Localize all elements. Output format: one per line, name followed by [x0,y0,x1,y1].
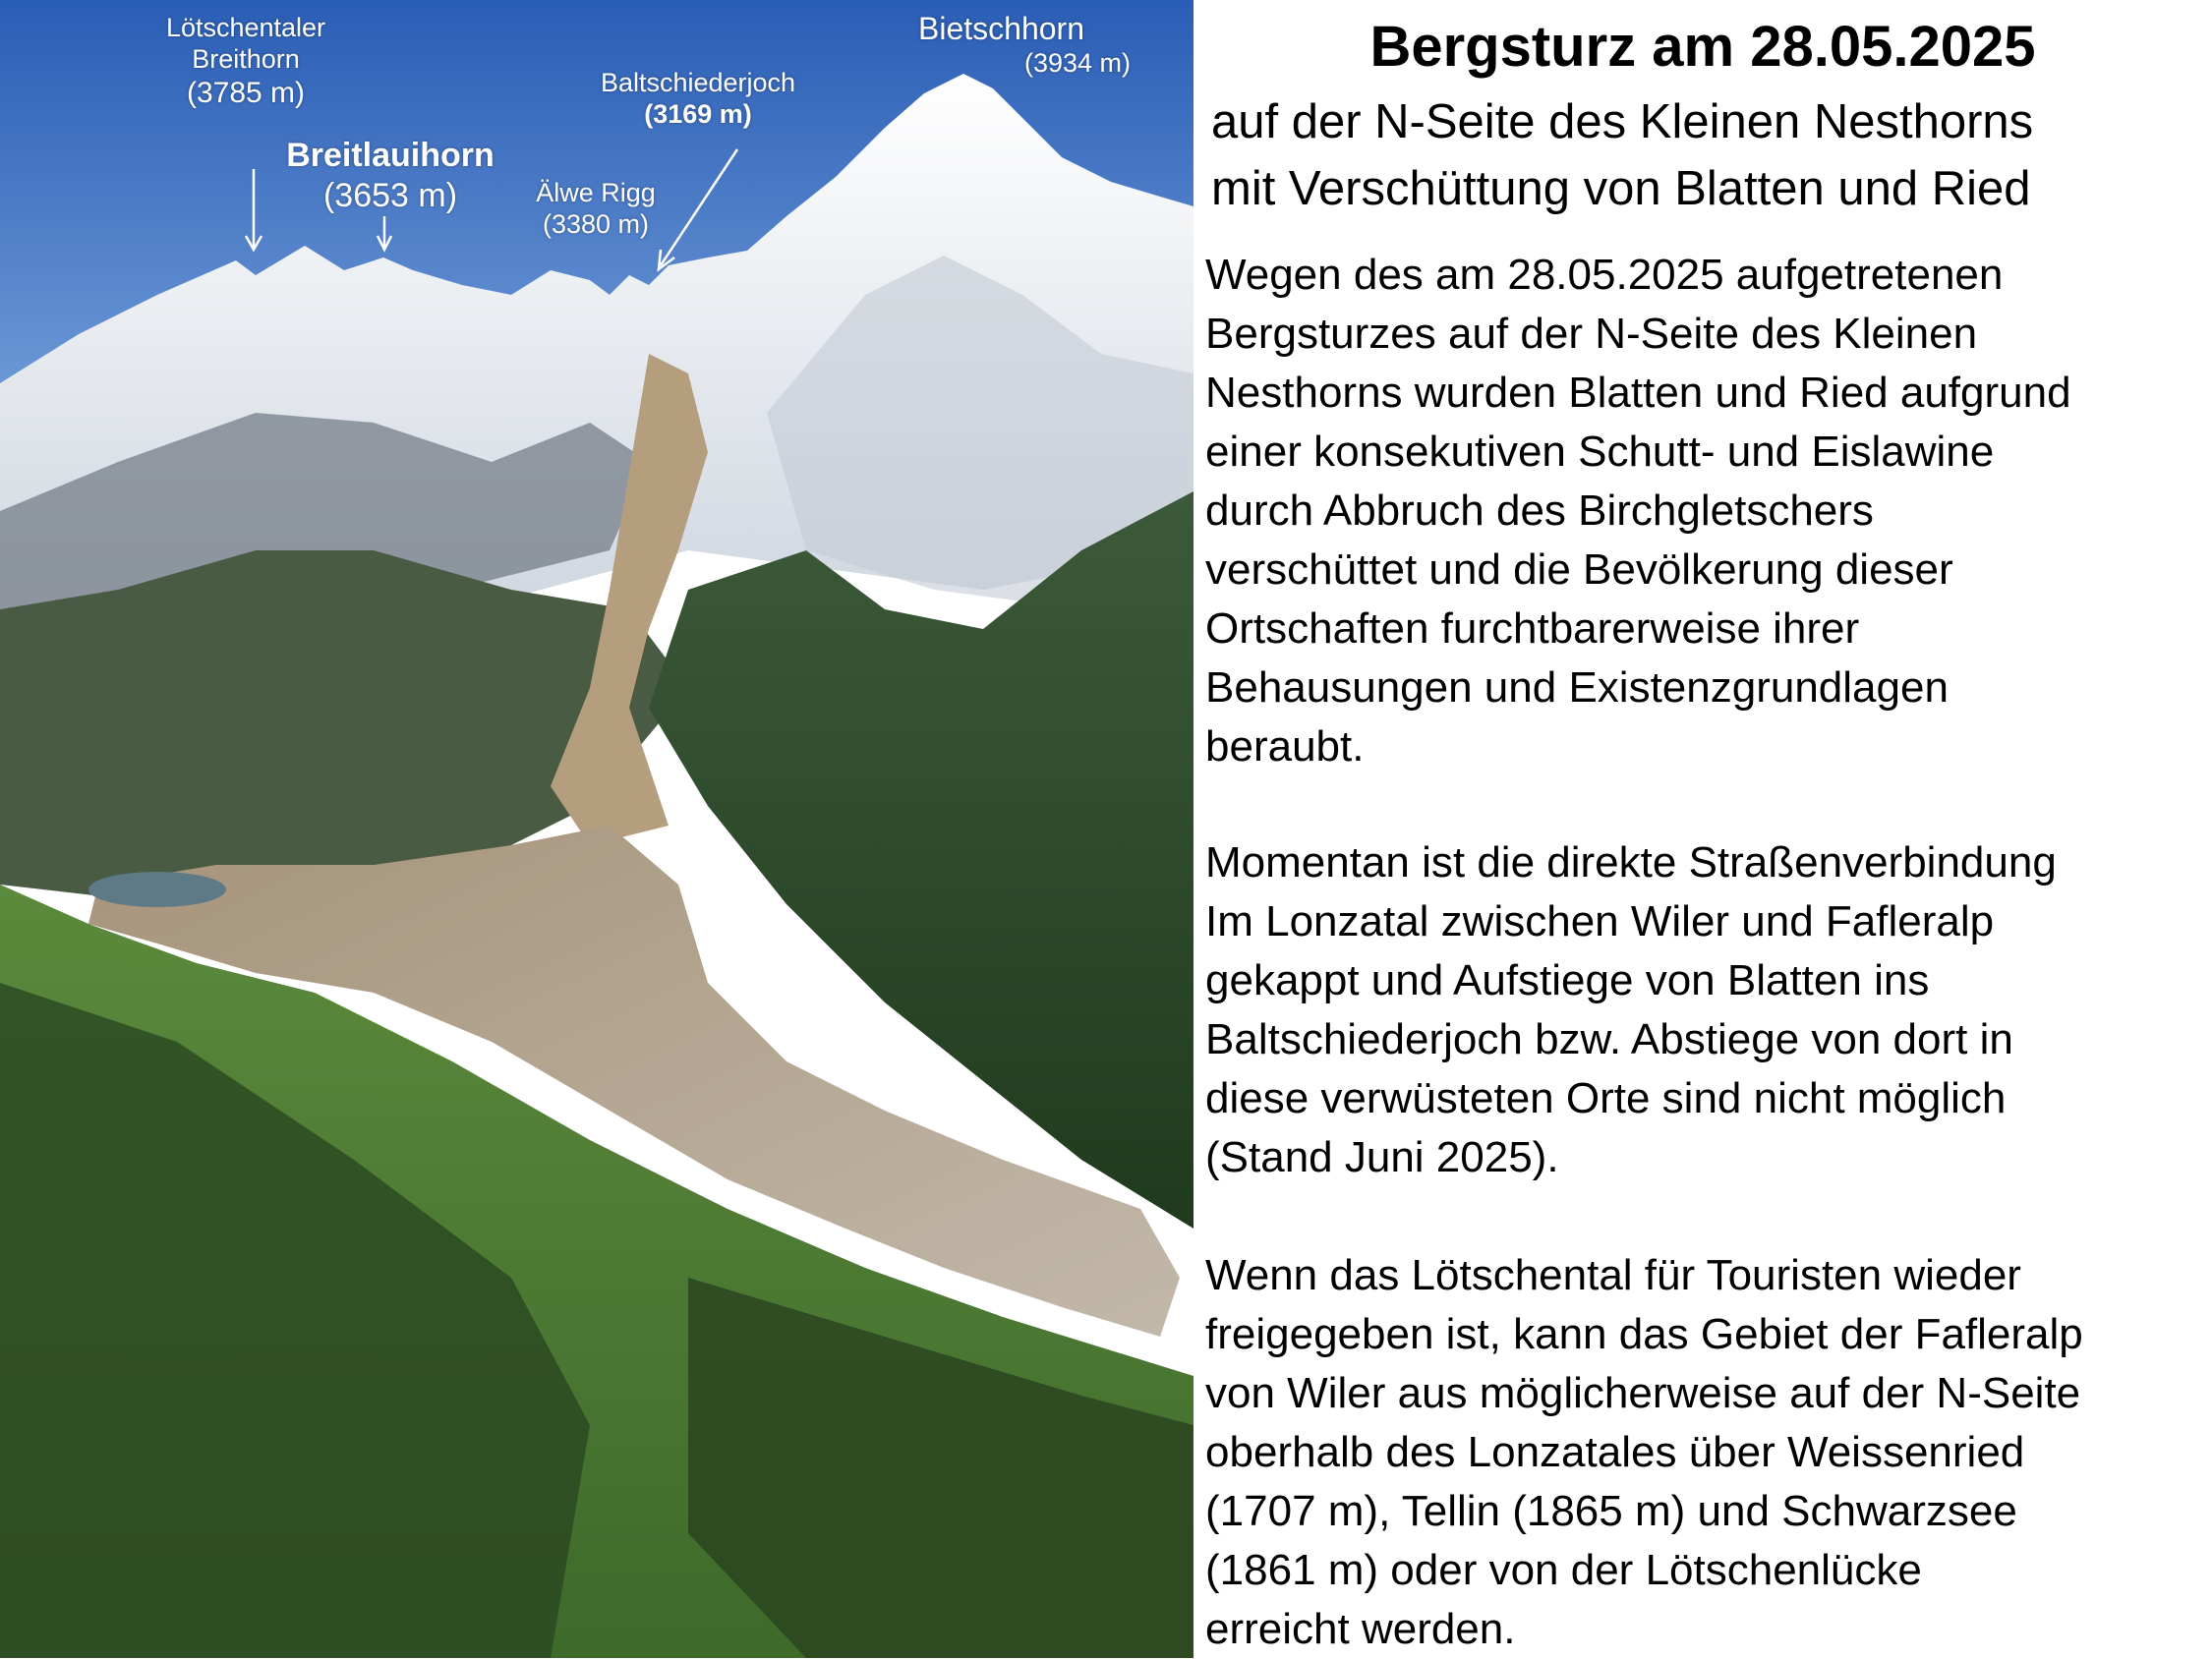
label-elevation: (3785 m) [186,76,306,109]
label-name: Baltschiederjoch [600,68,796,97]
label-elevation: (3653 m) [322,176,458,214]
lake [88,872,226,907]
paragraph-1: Wegen des am 28.05.2025 aufgetretenen Bergsturzes auf der N-Seite des Kleinen Nesthorns wurden Blatten und Ried aufgrund einer konsekutiven Schutt- und Eislawine durch Abbruch des Birchgletschers verschüttet und die Bevölkerung dieser Ortschaften furchtbarerweise ihrer Behausungen und Existenzgrundlagen beraubt. [1205,251,2071,771]
label-name: Breitlauihorn [286,137,495,174]
label-baltschiederjoch [570,67,826,131]
label-loetschentaler-breithorn [147,12,344,111]
subtitle-line-1: auf der N-Seite des Kleinen Nesthorns [1211,95,2034,148]
label-elevation: (3169 m) [644,99,752,130]
text-panel [1193,0,2212,1658]
label-breitlauihorn [267,136,513,216]
label-name: Lötschentaler Breithorn [165,13,326,75]
subtitle-line-2: mit Verschüttung von Blatten und Ried [1211,162,2031,215]
label-name: Älwe Rigg [536,178,656,207]
label-elevation: (3380 m) [542,209,650,240]
paragraph-3: Wenn das Lötschental für Touristen wieder freigegeben ist, kann das Gebiet der Fafleralp von Wiler aus möglicherweise auf der N-Seite oberhalb des Lonzatales über Weissenried (1707 m), Tellin (1865 m) und Schwarzsee (1861 m) oder von der Lötschenlücke erreicht werden. [1205,1251,2083,1653]
paragraph-2: Momentan ist die direkte Straßenverbindung Im Lonzatal zwischen Wiler und Fafleralp gekappt und Aufstiege von Blatten ins Baltschiederjoch bzw. Abstiege von dort in diese verwüsteten Orte sind nicht möglich (Stand Juni 2025). [1205,838,2057,1181]
label-elevation: (3934 m) [1023,48,1131,79]
label-bietschhorn [904,10,1170,80]
label-aelwe-rigg [527,177,665,241]
page-title: Bergsturz am 28.05.2025 [1369,15,2036,79]
label-name: Bietschhorn [918,11,1084,46]
